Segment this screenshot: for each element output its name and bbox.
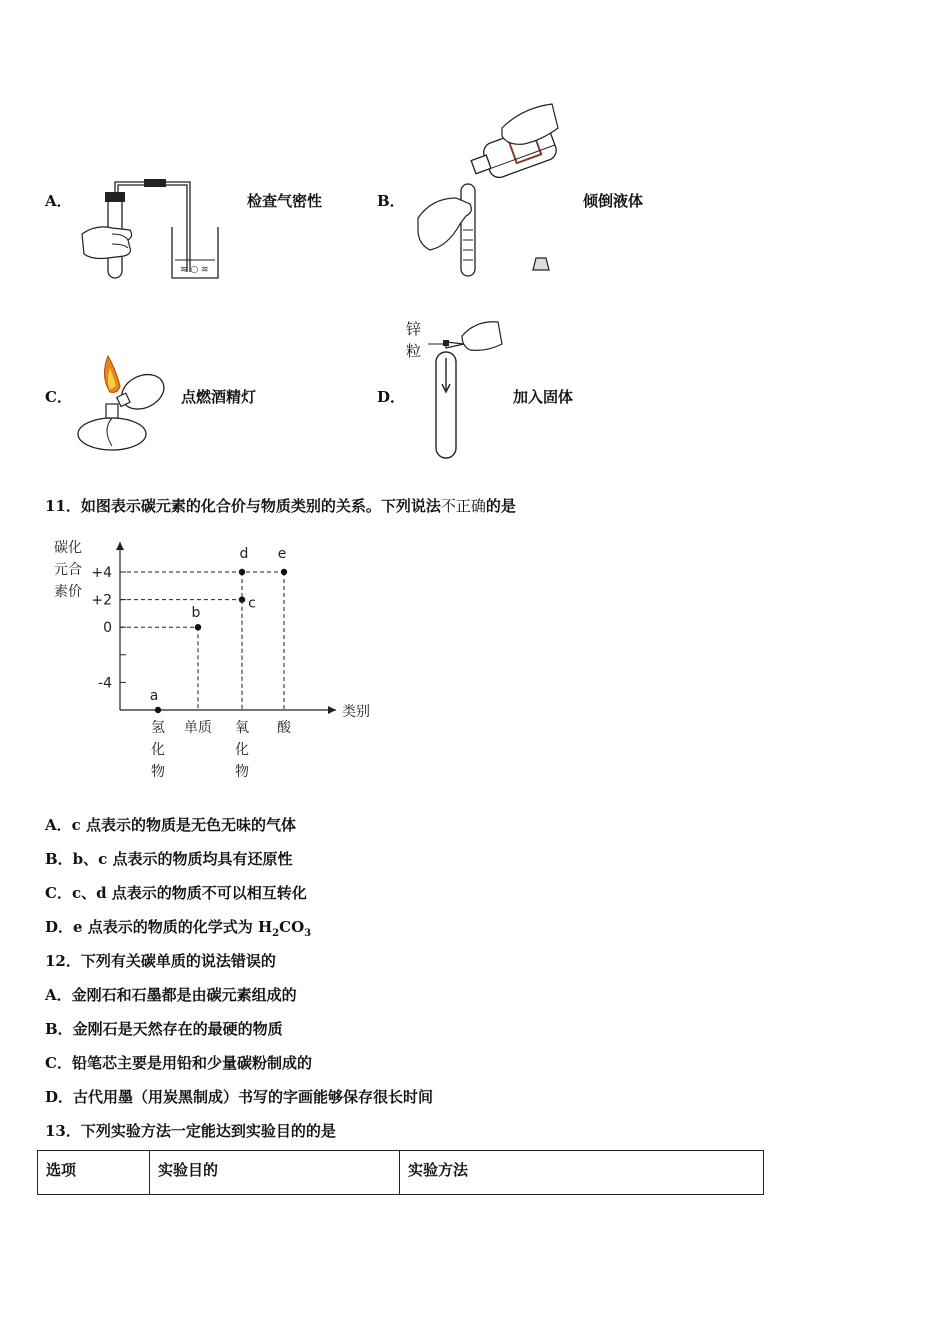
x-tick-label: 物 (151, 764, 165, 780)
y-tick-label: 0 (103, 620, 112, 637)
q12-option-c: C．铅笔芯主要是用铅和少量碳粉制成的 (45, 1054, 312, 1072)
airtightness-apparatus-figure (72, 172, 232, 284)
header-method: 实验方法 (400, 1151, 764, 1195)
x-axis-label: 类别 (342, 704, 370, 720)
zinc-label-1: 锌 (406, 320, 422, 338)
point-label-b: b (191, 605, 201, 622)
q12-option-b: B．金刚石是天然存在的最硬的物质 (45, 1020, 283, 1038)
q11-option-b: B．b、c 点表示的物质均具有还原性 (45, 850, 293, 868)
y-axis-label: 素价 (54, 584, 82, 600)
q11-option-c: C．c、d 点表示的物质不可以相互转化 (45, 884, 307, 902)
q11-stem: 11．如图表示碳元素的化合价与物质类别的关系。下列说法不正确的是 (45, 497, 516, 515)
x-tick-label: 化 (151, 742, 165, 758)
table-header-row (38, 1151, 764, 1195)
q12-stem: 12．下列有关碳单质的说法错误的 (45, 952, 276, 970)
valence-category-chart (40, 530, 400, 790)
header-option: 选项 (38, 1151, 150, 1195)
option-b-letter: B． (377, 192, 405, 210)
lighting-alcohol-lamp-figure (72, 350, 172, 460)
x-tick-label: 氢 (151, 720, 165, 736)
point-b (195, 624, 201, 630)
x-tick-label: 物 (235, 764, 249, 780)
y-tick-label: +2 (91, 592, 112, 609)
header-purpose: 实验目的 (150, 1151, 400, 1195)
q11-option-d: D．e 点表示的物质的化学式为 $H_2CO_3$ (45, 918, 312, 939)
point-label-d: d (239, 546, 249, 562)
y-axis-arrow (116, 542, 124, 550)
y-tick-label: -4 (98, 675, 112, 692)
y-tick-label: +4 (91, 565, 112, 581)
x-tick-label: 化 (235, 742, 249, 758)
x-axis-arrow (328, 706, 336, 714)
option-c-letter: C． (45, 388, 72, 406)
zinc-label-2: 粒 (406, 342, 422, 360)
x-tick-label: 酸 (277, 720, 291, 736)
q12-option-d: D．古代用墨（用炭黑制成）书写的字画能够保存很长时间 (45, 1088, 434, 1106)
option-a-label: 检查气密性 (247, 192, 323, 210)
option-c-label: 点燃酒精灯 (181, 388, 257, 406)
svg-text:≋ ○ ≋: ≋ ○ ≋ (180, 265, 209, 275)
adding-solid-figure (426, 318, 506, 460)
option-a-letter: A． (45, 192, 72, 210)
experiment-table (37, 1150, 764, 1195)
y-axis-label: 碳化 (54, 540, 82, 556)
pouring-liquid-figure (412, 100, 572, 280)
option-d-letter: D． (377, 388, 406, 406)
q11-emphasis: 不正确 (440, 497, 486, 515)
x-tick-label: 单质 (184, 720, 212, 736)
point-a (155, 707, 161, 713)
option-d-label: 加入固体 (513, 388, 574, 406)
q13-stem: 13．下列实验方法一定能达到实验目的的是 (45, 1122, 336, 1140)
point-label-e: e (277, 546, 287, 562)
point-label-c: c (248, 595, 256, 612)
point-e (281, 569, 287, 575)
q12-option-a: A．金刚石和石墨都是由碳元素组成的 (45, 986, 297, 1004)
y-axis-label: 元合 (54, 562, 82, 578)
q11-option-a: A．c 点表示的物质是无色无味的气体 (45, 816, 296, 834)
point-label-a: a (149, 688, 159, 704)
x-tick-label: 氧 (235, 720, 249, 736)
option-b-label: 倾倒液体 (583, 192, 644, 210)
